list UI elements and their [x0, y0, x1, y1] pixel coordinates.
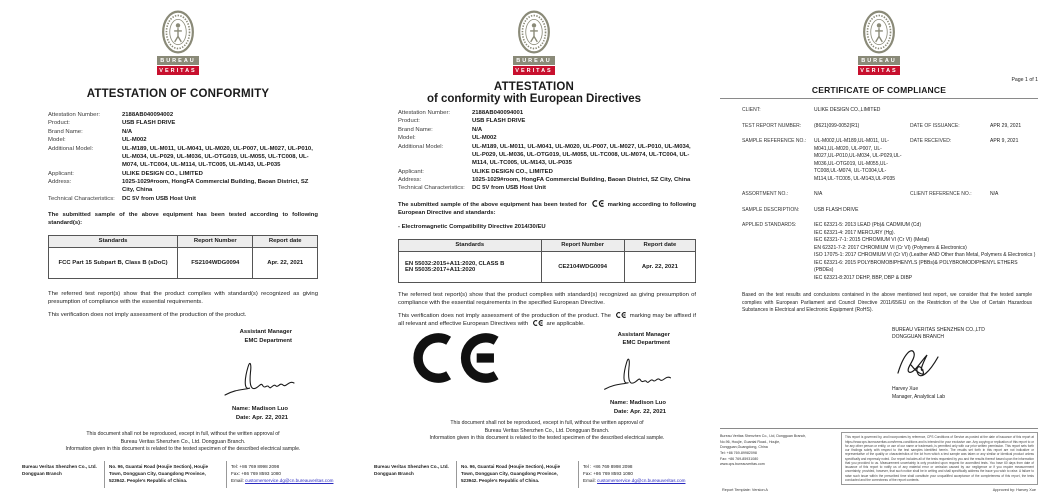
issuance-label: DATE OF ISSUANCE:	[910, 122, 960, 129]
report-template-version: Report Template: Version A	[722, 488, 768, 492]
footer-address-line: Bureau Veritas Shenzhen Co., Ltd, Dongguan Branch,	[720, 434, 807, 439]
sample-reference-label: SAMPLE REFERENCE NO.:	[742, 138, 807, 144]
signer-date: Date: Apr. 22, 2021	[235, 414, 288, 421]
col-header-report-date: Report date	[253, 235, 318, 247]
footer-email-row	[231, 478, 334, 485]
field-label: Brand Name:	[48, 128, 83, 135]
ce-mark-icon	[591, 200, 604, 207]
field-value: USB FLASH DRIVE	[472, 118, 526, 125]
verification-paragraph: This verification does not imply assessment of the production of the product.	[48, 312, 247, 319]
certificate-footer	[720, 428, 1038, 492]
field-value: DC 5V from USB Host Unit	[122, 195, 196, 202]
standards-table	[48, 235, 318, 279]
field-row	[398, 176, 696, 184]
field-value: 1025-1029#room, HongFA Commercial Building, Baoan District, SZ City, China	[122, 179, 309, 194]
attestation-fields	[398, 109, 696, 193]
field-value: 2188AB040094001	[472, 110, 524, 116]
footer-address-line: No.96, Houjie, Guantai Road., Houjie,	[720, 439, 781, 444]
intro-paragraph	[398, 200, 696, 218]
col-header-standards: Standards	[399, 239, 542, 251]
approved-by: Approved by: Harvey Xue	[992, 488, 1036, 492]
footer-address-block	[720, 432, 836, 485]
signer-name: Name: Madison Luo	[232, 405, 288, 412]
field-label: Technical Characteristics:	[48, 195, 115, 202]
cell-standard	[399, 251, 542, 282]
disclaimer-line: Information given in this document is related to the tested specimen of the described electrical sample.	[429, 435, 665, 442]
disclaimer-line: This document shall not be reproduced, except in full, without the written approval of	[86, 431, 280, 438]
footer-email-link[interactable]: customerservice.dg@cn.bureauveritas.com	[245, 478, 334, 484]
footer-address-line: Tel: +86 769-89982098	[720, 450, 757, 455]
page-title: CERTIFICATE OF COMPLIANCE	[811, 85, 947, 95]
page-title-line2: of conformity with European Directives	[426, 93, 642, 105]
field-row	[398, 126, 696, 134]
field-row	[398, 184, 696, 192]
footer-contact	[578, 461, 698, 488]
intro-paragraph: The submitted sample of the above equipment has been tested according to following standard(s):	[48, 212, 318, 227]
bureau-veritas-logo	[8, 0, 348, 75]
footer-contact	[226, 461, 338, 488]
client-label: CLIENT:	[742, 107, 761, 113]
field-label: Additional Model:	[48, 145, 94, 152]
footer-fax: Fax: +86 769 8593 1080	[583, 471, 633, 477]
field-row	[398, 117, 696, 125]
field-row	[48, 145, 318, 170]
field-row	[48, 111, 318, 119]
field-value: 2188AB040094002	[122, 112, 174, 118]
page-title-line1: ATTESTATION	[493, 81, 575, 93]
signer-company-line1: BUREAU VERITAS SHENZHEN CO.,LTD	[892, 326, 985, 333]
field-value: UL-M002	[472, 135, 497, 142]
sample-description-row	[742, 207, 1036, 215]
footer-email-row	[583, 478, 694, 485]
signer-titles	[548, 331, 696, 348]
disclaimer-line: Bureau Veritas Shenzhen Co., Ltd. Dongguan Branch.	[484, 427, 610, 434]
bureau-veritas-logo	[360, 0, 708, 75]
signer-title: Assistant Manager	[617, 331, 670, 338]
cell-report-number: FS2104WDG0094	[178, 247, 253, 278]
footer-company: Bureau Veritas Shenzhen Co., Ltd. Dongguan Branch	[374, 464, 449, 477]
report-number-value: (8621)099-0052(R1)	[814, 122, 860, 129]
field-row	[48, 178, 318, 195]
col-header-report-number: Report Number	[541, 239, 624, 251]
signer-name-date	[548, 399, 696, 416]
signer-date: Date: Apr. 22, 2021	[613, 408, 666, 415]
logo-bureau-bar: BUREAU	[858, 56, 900, 65]
standard-line2: EN 55035:2017+A11:2020	[405, 266, 476, 273]
table-row	[49, 247, 318, 278]
signer-title: Manager, Analytical Lab	[892, 393, 946, 400]
field-row	[48, 136, 318, 144]
signature-harvey-xue	[892, 345, 944, 379]
assortment-row	[742, 191, 1036, 199]
verification-text-b: marking may be affixed if all relevant and effective European Directives with	[398, 313, 697, 328]
field-label: Technical Characteristics:	[398, 185, 465, 192]
client-row	[742, 107, 1036, 115]
standard-item: EN 62321-7-2: 2017 CHROMIUM VI (Cr VI) (Polymers & Electronics)	[814, 244, 967, 251]
compliance-paragraph: The referred test report(s) show that the product complies with standard(s) recognized as giving presumption of compliance with the essential requirements.	[48, 290, 318, 305]
standard-item: IEC 62321-5: 2013 LEAD (Pb)& CADMIUM (Cd)	[814, 222, 921, 228]
signer-company-line2: DONGGUAN BRANCH	[892, 334, 944, 340]
client-value: ULIKE DESIGN CO.,LIMITED	[814, 107, 881, 113]
footer-address: No. 96, Guantai Road (Houjie Section), Houjie Town, Dongguan City, Guangdong Province, 523942. People's Republic of China.	[456, 461, 578, 488]
verification-text-c: are applicable.	[546, 321, 585, 328]
signature-madison-luo	[222, 357, 300, 401]
client-reference-value: N/A	[990, 191, 999, 197]
disclaimer-line: This document shall not be reproduced, except in full, without the written approval of	[450, 420, 644, 427]
bureau-veritas-logo	[712, 0, 1046, 75]
sample-description-value: USB FLASH DRIVE	[814, 206, 859, 213]
col-header-report-date: Report date	[624, 239, 695, 251]
footer-contact-block	[370, 461, 698, 488]
field-row	[398, 168, 696, 176]
client-reference-label: CLIENT REFERENCE NO.:	[910, 191, 972, 197]
field-value: UL-M002	[122, 137, 147, 144]
signer-titles	[48, 328, 318, 345]
field-row	[48, 195, 318, 203]
sample-reference-value: UL-M002,UL-M189,UL-M011, UL-M041,UL-M020, UL-P007, UL-M027,UL-P010,UL-M034, UL-P029,UL-M036,UL-OTG019, UL-M055,UL-TC008,UL-M074, UL-TC004,UL-M114,UL-TC005, UL-M143,UL-P035	[814, 138, 902, 182]
signer-block	[892, 327, 1036, 402]
cell-report-date: Apr. 22, 2021	[253, 247, 318, 278]
ce-mark-large-icon	[404, 333, 499, 383]
footer-website: www.cps.bureauveritas.com	[720, 462, 765, 467]
applied-standards-label: APPLIED STANDARDS:	[742, 222, 797, 228]
signature-madison-luo	[600, 353, 678, 395]
title-rule	[720, 98, 1038, 99]
field-label: Attestation Number:	[398, 110, 451, 116]
field-label: Brand Name:	[398, 126, 433, 133]
certificate-of-compliance-page	[712, 0, 1046, 500]
cell-report-date: Apr. 22, 2021	[624, 251, 695, 282]
standard-item: ISO 17075-1: 2017 CHROMIUM VI (Cr VI) (Leather AND Other than Metal, Polymers & Electronics )	[814, 252, 1036, 258]
page-number: Page 1 of 1	[1011, 77, 1038, 83]
field-row	[48, 128, 318, 136]
issuance-value: APR 29, 2021	[990, 122, 1022, 129]
footer-email-label: Email:	[231, 478, 246, 484]
field-label: Attestation Number:	[48, 112, 101, 118]
document-disclaimer	[48, 431, 318, 454]
field-value: 1025-1029#room, HongFA Commercial Building, Baoan District, SZ City, China	[472, 177, 691, 183]
logo-veritas-bar: VERITAS	[513, 66, 555, 75]
field-label: Product:	[48, 120, 70, 127]
applied-standards-row	[742, 222, 1036, 282]
field-value: N/A	[122, 128, 133, 135]
report-number-row	[742, 123, 1036, 131]
compliance-paragraph: The referred test report(s) show that the product complies with standard(s) recognized as giving presumption of compliance with the essential requirements in the specified European Directive.	[398, 291, 696, 306]
standard-item: IEC 62321-4: 2017 MERCURY (Hg).	[814, 229, 895, 236]
footer-address-line: Dongguan,Guangdong, China	[720, 445, 768, 450]
footer-terms-box: This report is governed by, and incorporates by reference, CPS Conditions of Service as posted at the date of issuance of this report at https://www.cps.bureauveritas.com/terms-conditions and is intended for your exclusive use. Any copying or replication of this report to or for any other person or entity, or use of our name or trademark, is permitted only with our prior written permission. This report sets forth our findings solely with respect to the test samples identified herein. The results set forth in this report are not indicative or representative of the quality or characteristics of the lot from which a test sample was taken or any similar or identical product unless specifically and expressly noted. Our report includes all of the tests requested by you and the results thereof based upon the information that you provided to us. Measurement uncertainty is only provided upon request for accredited tests. You have 60 days from date of issuance of this report to notify us of any material error or omission caused by our negligence or if you require measurement uncertainty; provided, however, that such notice shall be in writing and shall specifically address the issue you wish to raise. A failure to raise such issue within the prescribed time shall constitute your unqualified acceptance of the completeness of this report, the tests conducted and the correctness of the report contents.	[841, 432, 1038, 485]
table-row	[399, 251, 696, 282]
footer-address-line: Fax: +86 769-85931080	[720, 456, 759, 461]
sample-description-label: SAMPLE DESCRIPTION:	[742, 206, 800, 213]
footer-fax: Fax: +86 769 8593 1080	[231, 471, 281, 477]
assortment-value: N/A	[814, 191, 823, 197]
field-row	[398, 109, 696, 117]
col-header-report-number: Report Number	[178, 235, 253, 247]
field-label: Address:	[398, 177, 422, 183]
directive-item: - Electromagnetic Compatibility Directive 2014/30/EU	[398, 224, 546, 231]
field-label: Applicant:	[398, 168, 424, 175]
field-label: Model:	[398, 135, 416, 142]
sample-reference-row	[742, 138, 1036, 183]
report-number-label: TEST REPORT NUMBER:	[742, 122, 802, 129]
standard-item: IEC 62321-7-1: 2015 CHROMIUM VI (Cr VI) (Metal)	[814, 237, 930, 243]
footer-company: Bureau Veritas Shenzhen Co., Ltd. Dongguan Branch	[22, 464, 97, 477]
page-title: ATTESTATION OF CONFORMITY	[86, 88, 270, 100]
bureau-veritas-emblem-icon	[861, 10, 897, 54]
standard-line1: EN 55032:2015+A11:2020, CLASS B	[405, 260, 505, 267]
standard-item: IEC 62321-6: 2015 POLYBROMOBIPHENYLS (PBBs)& POLYBROMODIPHENYL ETHERS (PBDEs)	[814, 259, 1018, 273]
footer-email-label: Email:	[583, 478, 598, 484]
signer-name: Name: Madison Luo	[610, 400, 666, 407]
field-row	[48, 170, 318, 178]
logo-bureau-bar: BUREAU	[157, 56, 199, 65]
footer-address: No. 96, Guantai Road (Houjie Section), Houjie Town, Dongguan City, Guangdong Province, 523942. People's Republic of China.	[104, 461, 226, 488]
logo-veritas-bar: VERITAS	[858, 66, 900, 75]
standards-table	[398, 239, 696, 283]
field-row	[398, 143, 696, 168]
applied-standards-list	[814, 222, 1036, 282]
field-label: Applicant:	[48, 170, 74, 177]
field-label: Product:	[398, 118, 420, 125]
signer-name: Harvey Xue	[892, 386, 919, 392]
disclaimer-line: Bureau Veritas Shenzhen Co., Ltd. Dongguan Branch.	[120, 438, 246, 445]
field-value: USB FLASH DRIVE	[122, 120, 176, 127]
field-label: Address:	[48, 179, 72, 185]
field-label: Model:	[48, 137, 66, 144]
assortment-label: ASSORTMENT NO.:	[742, 191, 789, 197]
field-label: Additional Model:	[398, 143, 444, 150]
signer-name-date	[48, 405, 318, 422]
col-header-standards: Standards	[49, 235, 178, 247]
field-value: N/A	[472, 126, 483, 133]
footer-tel: Tel : +86 769 8998 2098	[583, 464, 633, 470]
verification-paragraph	[398, 312, 696, 329]
footer-contact-block	[18, 461, 338, 488]
date-received-label: DATE RECEIVED:	[910, 138, 952, 144]
cell-standard: FCC Part 15 Subpart B, Class B (sDoC)	[49, 247, 178, 278]
footer-tel: Tel: +86 769 8998 2098	[231, 464, 280, 470]
disclaimer-line: Information given in this document is related to the tested specimen of the described electrical sample.	[65, 446, 301, 453]
footer-email-link[interactable]: customerservice.dg@cn.bureauveritas.com	[597, 478, 686, 484]
intro-text-b: marking according to following European Directive and standards:	[398, 201, 696, 217]
document-disclaimer	[398, 420, 696, 443]
logo-bureau-bar: BUREAU	[513, 56, 555, 65]
signer-title: Assistant Manager	[239, 329, 292, 336]
bureau-veritas-emblem-icon	[516, 10, 552, 54]
field-value: ULIKE DESIGN CO., LIMITED	[122, 170, 203, 177]
rohs-statement: Based on the test results and conclusions contained in the above mentioned test report, we consider that the tested sample complies with European Parliament and Council Directive 2011/65/EU on the Restriction of the Use of Certain Hazardous Substances in Electrical and Electronic Equipment (RoHS).	[742, 292, 1032, 313]
field-row	[398, 134, 696, 142]
verification-text-a: This verification does not imply assessment of the production of the product. The	[398, 313, 611, 320]
field-value: UL-M189, UL-M011, UL-M041, UL-M020, UL-P007, UL-M027, UL-P010, UL-M034, UL-P029, UL-M036, UL-OTG019, UL-M055, UL-TC008, UL-M074, UL-TC004, UL-M114, UL-TC005, UL-M143, UL-P035	[122, 145, 313, 169]
intro-text-a: The submitted sample of the above equipment has been tested for	[398, 201, 587, 208]
ce-mark-icon	[615, 312, 626, 318]
field-value: UL-M189, UL-M011, UL-M041, UL-M020, UL-P007, UL-M027, UL-P010, UL-M034, UL-P029, UL-M036, UL-OTG019, UL-M055, UL-TC008, UL-M074, UL-TC004, UL-M114, UL-TC005, UL-M143, UL-P035	[472, 143, 691, 167]
field-value: ULIKE DESIGN CO., LIMITED	[472, 168, 553, 175]
standard-item: IEC 62321-8:2017 DEHP, BBP, DBP & DIBP	[814, 274, 913, 281]
field-value: DC 5V from USB Host Unit	[472, 185, 546, 192]
signer-department: EMC Department	[244, 337, 292, 344]
bureau-veritas-emblem-icon	[160, 10, 196, 54]
field-row	[48, 119, 318, 127]
attestation-of-conformity-page	[8, 0, 348, 500]
logo-veritas-bar: VERITAS	[157, 66, 199, 75]
attestation-european-directives-page	[360, 0, 708, 500]
attestation-fields	[48, 111, 318, 203]
ce-mark-icon	[532, 320, 543, 326]
date-received-value: APR 9, 2021	[990, 138, 1019, 144]
cell-report-number: CE2104WDG0094	[541, 251, 624, 282]
signer-department: EMC Department	[622, 339, 670, 346]
